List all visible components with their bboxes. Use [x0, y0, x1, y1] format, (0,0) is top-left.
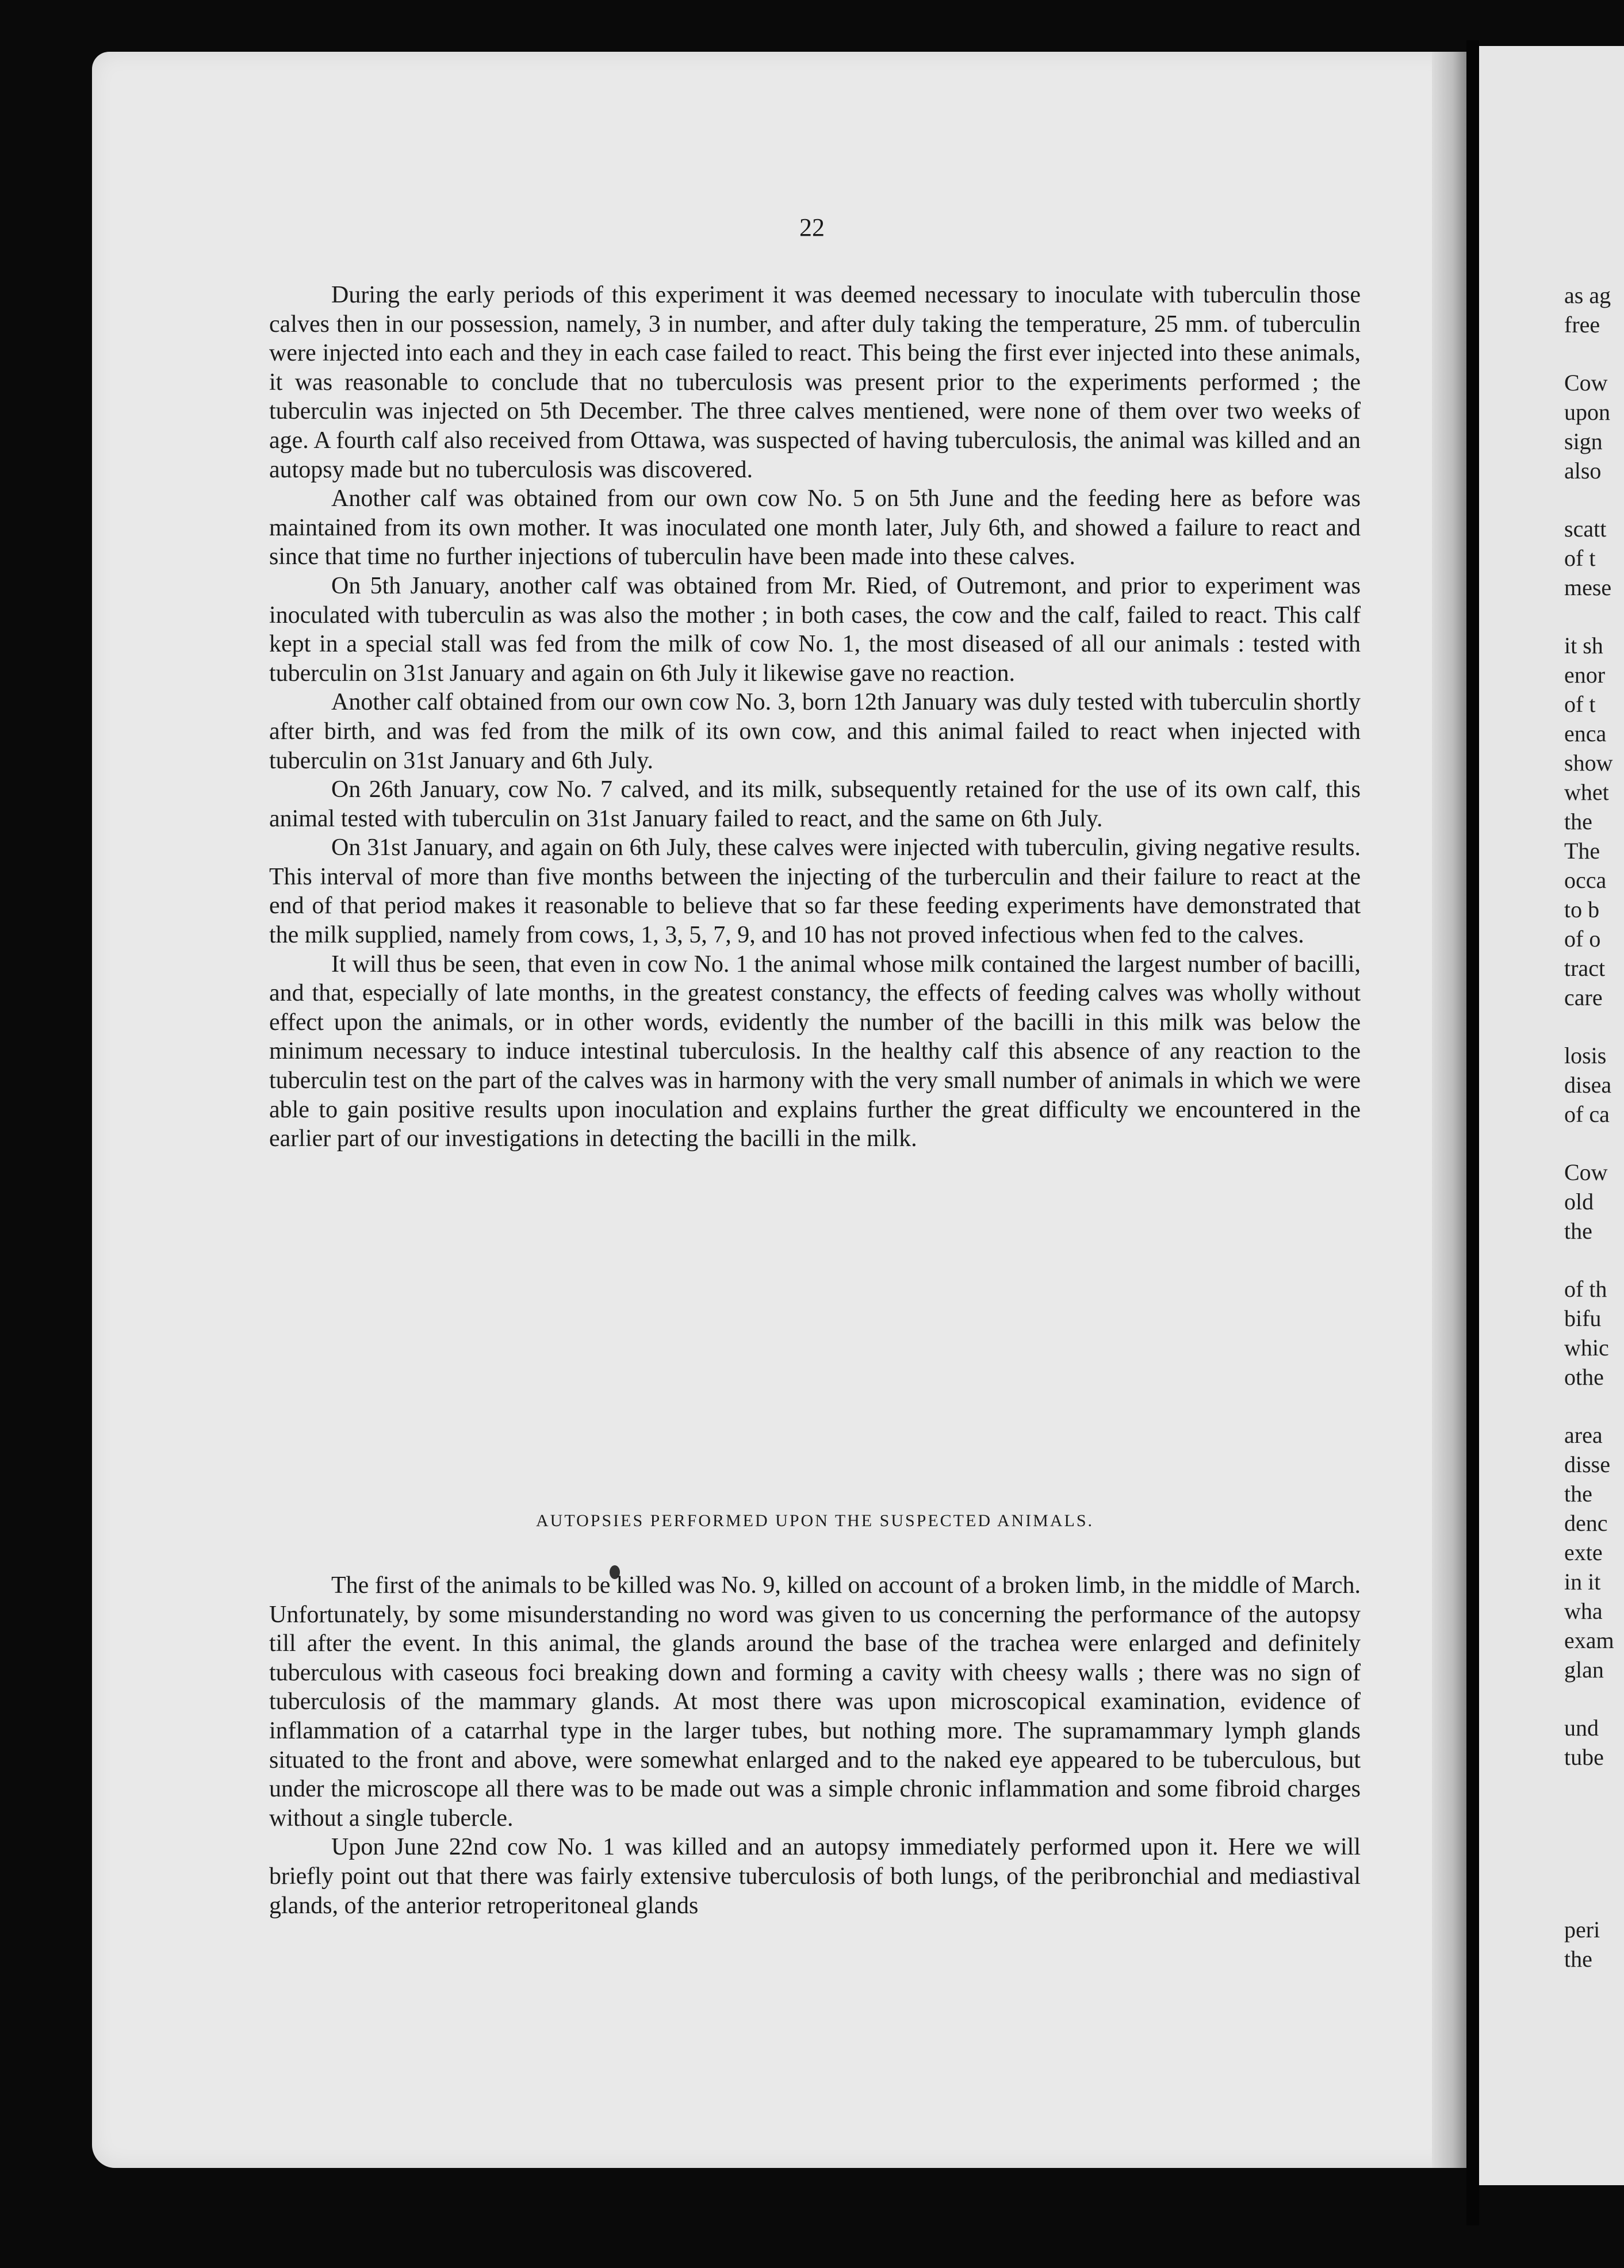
- next-page-fragment: und: [1564, 1715, 1599, 1741]
- next-page-fragment: scatt: [1564, 516, 1607, 542]
- paragraph: On 31st January, and again on 6th July, these calves were injected with tuberculin, giving negative results. This interval of more than five months between the injecting of the turberculin and their failure to react at the end of that period makes it reasonable to believe that so far these feeding experiments have demonstrated that the milk supplied, namely from cows, 1, 3, 5, 7, 9, and 10 has not proved infectious when fed to the calves.: [269, 834, 1361, 949]
- next-page-fragment: disea: [1564, 1072, 1612, 1098]
- next-page-fragment: of o: [1564, 926, 1601, 952]
- next-page-fragment: tube: [1564, 1744, 1604, 1770]
- next-page-fragment: the: [1564, 1481, 1592, 1507]
- next-page-fragment: bifu: [1564, 1305, 1602, 1331]
- next-page-fragment: whic: [1564, 1335, 1609, 1361]
- paragraph: Another calf obtained from our own cow No. 3, born 12th January was duly tested with tuberculin shortly after birth, and was fed from the milk of its own cow, and this animal failed to react when injected with tuberculin on 31st January and 6th July.: [269, 689, 1361, 774]
- next-page-fragment: care: [1564, 984, 1603, 1010]
- next-page-fragment: enca: [1564, 721, 1607, 746]
- next-page-fragment: the: [1564, 1218, 1592, 1244]
- next-page-fragment: to b: [1564, 897, 1600, 922]
- next-page-fragment: as ag: [1564, 282, 1611, 308]
- next-page-fragment: wha: [1564, 1598, 1603, 1624]
- next-page-fragment: denc: [1564, 1510, 1608, 1536]
- next-page-fragment: of t: [1564, 545, 1596, 571]
- section-heading: AUTOPSIES PERFORMED UPON THE SUSPECTED ANIMALS.: [535, 1511, 1094, 1530]
- next-page-fragment: Cow: [1564, 1159, 1608, 1185]
- next-page-fragment: whet: [1564, 779, 1609, 805]
- next-page-fragment: of t: [1564, 691, 1596, 717]
- paragraph: During the early periods of this experiment it was deemed necessary to inoculate with tuberculin those calves then in our possession, namely, 3 in number, and after duly taking the temperature, 25 mm. of tuberculin were injected into each and they in each case failed to react. This being the first ever injected into these animals, it was reasonable to conclude that no tuberculosis was present prior to the experiments performed ; the tuberculin was injected on 5th December. The three calves mentiened, were none of them over two weeks of age. A fourth calf also received from Ottawa, was suspected of having tuberculosis, the animal was killed and an autopsy made but no tuberculosis was discovered.: [269, 282, 1361, 483]
- next-page-fragment: old: [1564, 1189, 1594, 1215]
- next-page-fragment: it sh: [1564, 633, 1603, 658]
- next-page-fragment: The: [1564, 838, 1600, 864]
- next-page-fragment: mese: [1564, 574, 1612, 600]
- next-page-fragment: in it: [1564, 1569, 1601, 1595]
- next-page-fragment: of th: [1564, 1276, 1607, 1302]
- page-number: 22: [799, 213, 825, 242]
- next-page-fragment: losis: [1564, 1043, 1607, 1068]
- paragraph: The first of the animals to be killed was No. 9, killed on account of a broken limb, in the middle of March. Unfortunately, by some misunderstanding no word was given to us concerning the performance of the autopsy till after the event. In this animal, the glands around the base of the trachea were enlarged and definitely tuberculous with caseous foci breaking down and forming a cavity with cheesy walls ; there was no sign of tuberculosis of the mammary glands. At most there was upon microscopical examination, evidence of inflammation of a catarrhal type in the larger tubes, but nothing more. The supramammary lymph glands situated to the front and above, were somewhat enlarged and to the naked eye appeared to be tuberculous, but under the microscope all there was to be made out was a simple chronic inflammation and some fibroid charges without a single tubercle.: [269, 1572, 1361, 1832]
- paragraph: On 5th January, another calf was obtained from Mr. Ried, of Outremont, and prior to experiment was inoculated with tuberculin as was also the mother ; in both cases, the cow and the calf, failed to react. This calf kept in a special stall was fed from the milk of cow No. 1, the most diseased of all our animals : tested with tuberculin on 31st January and again on 6th July it likewise gave no reaction.: [269, 572, 1361, 687]
- paragraph: On 26th January, cow No. 7 calved, and its milk, subsequently retained for the use of its own calf, this animal tested with tuberculin on 31st January failed to react, and the same on 6th July.: [269, 776, 1361, 832]
- next-page-fragment: upon: [1564, 399, 1610, 425]
- section-autopsies: [269, 1571, 1361, 1920]
- next-page-fragment: area: [1564, 1422, 1603, 1448]
- next-page-fragment: glan: [1564, 1657, 1604, 1683]
- next-page-fragment: othe: [1564, 1364, 1604, 1390]
- next-page-fragment: exam: [1564, 1627, 1614, 1653]
- next-page-fragment: free: [1564, 312, 1600, 338]
- next-page-fragment: tract: [1564, 955, 1606, 981]
- section-tuberculin-tests: [269, 281, 1361, 1154]
- paragraph: Another calf was obtained from our own cow No. 5 on 5th June and the feeding here as before was maintained from its own mother. It was inoculated one month later, July 6th, and showed a failure to react and since that time no further injections of tuberculin have been made into these calves.: [269, 485, 1361, 570]
- next-page-fragment: the: [1564, 1946, 1592, 1972]
- next-page-fragment: occa: [1564, 867, 1607, 893]
- next-page-fragment: disse: [1564, 1451, 1610, 1477]
- next-page-fragment: show: [1564, 750, 1613, 776]
- next-page-fragment: also: [1564, 458, 1602, 484]
- next-page-fragment: the: [1564, 809, 1592, 834]
- paragraph: Upon June 22nd cow No. 1 was killed and an autopsy immediately performed upon it. Here we will briefly point out that there was fairly extensive tuberculosis of both lungs, of the peribronchial and mediastival glands, of the anterior retroperitoneal glands: [269, 1834, 1361, 1919]
- next-page-fragment: exte: [1564, 1539, 1603, 1565]
- page-edge-shadow: [1432, 52, 1466, 2168]
- next-page-fragment: Cow: [1564, 370, 1608, 396]
- book-gutter: [1466, 40, 1479, 2225]
- next-page-fragment: peri: [1564, 1917, 1600, 1943]
- next-page-fragment: of ca: [1564, 1101, 1610, 1127]
- next-page-fragment: enor: [1564, 662, 1606, 688]
- paragraph: It will thus be seen, that even in cow No. 1 the animal whose milk contained the largest number of bacilli, and that, especially of late months, in the greatest constancy, the effects of feeding calves was wholly without effect upon the animals, or in other words, evidently the number of the bacilli in this milk was below the minimum necessary to induce intestinal tuberculosis. In the healthy calf this absence of any reaction to the tuberculin test on the part of the calves was in harmony with the very small number of animals in which we were able to gain positive results upon inoculation and explains further the great difficulty we encountered in the earlier part of our investigations in detecting the bacilli in the milk.: [269, 951, 1361, 1152]
- next-page-fragment: sign: [1564, 428, 1603, 454]
